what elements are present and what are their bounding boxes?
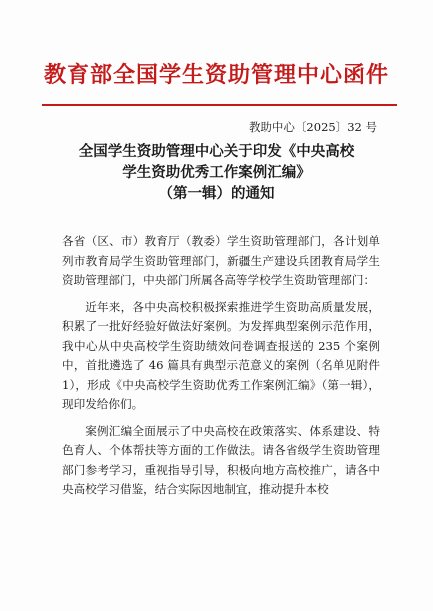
letterhead-title: 教育部全国学生资助管理中心函件: [43, 62, 389, 88]
document-title-line: 全国学生资助管理中心关于印发《中央高校: [78, 143, 355, 160]
document-body: [62, 232, 380, 507]
document-title: [0, 141, 433, 204]
letterhead-red-rule: [42, 104, 397, 106]
salutation-paragraph: 各省（区、市）教育厅（教委）学生资助管理部门，各计划单列市教育局学生资助管理部门，新疆生产建设兵团教育局学生资助管理部门，中央部门所属各高等学校学生资助管理部门：: [62, 234, 380, 287]
body-paragraph: 案例汇编全面展示了中央高校在政策落实、体系建设、特色育人、个体帮扶等方面的工作做法。请各省级学生资助管理部门参考学习，重视指导引导，积极向地方高校推广，请各中央高校学习借鉴，结合实际因地制宜，推动提升本校: [62, 423, 380, 496]
document-title-line: 学生资助优秀工作案例汇编》: [122, 164, 311, 181]
document-title-line: （第一辑）的通知: [158, 185, 275, 202]
body-paragraph: 近年来，各中央高校积极探索推进学生资助高质量发展，积累了一批好经验好做法好案例。为发挥典型案例示范作用，我中心从中央高校学生资助绩效问卷调查报送的 235 个案例中，首批遴选了 46 篇具有典型示范意义的案例（名单见附件 1），形成《中央高校学生资助优秀工作案例汇编》（第一辑），现印发给你们。: [62, 299, 380, 411]
document-number: 教助中心〔2025〕32 号: [248, 120, 377, 134]
